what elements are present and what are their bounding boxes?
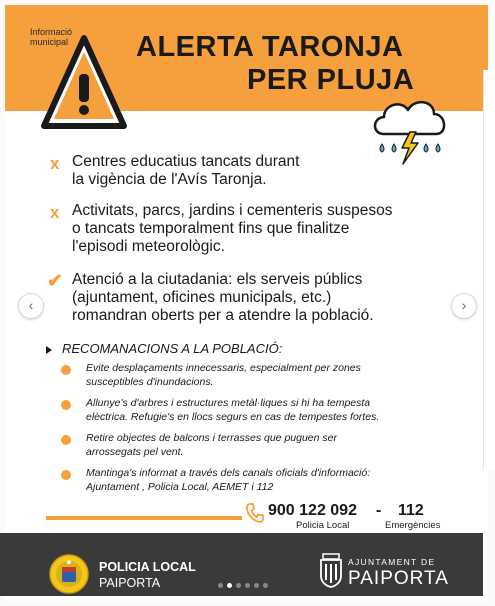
carousel-dot[interactable] bbox=[245, 583, 250, 588]
check-mark-icon: ✔ bbox=[47, 271, 63, 292]
police-phone-number: 900 122 092 bbox=[268, 502, 357, 519]
emergency-phone-number: 112 bbox=[398, 502, 424, 519]
carousel-pagination bbox=[218, 583, 268, 588]
recommendations-title: RECOMANACIONS A LA POBLACIÓ: bbox=[62, 341, 283, 356]
carousel-dot[interactable] bbox=[236, 583, 241, 588]
recommendation-line: Retire objectes de balcons i terrasses que puguen ser bbox=[86, 432, 337, 444]
statement-services-line1: Atenció a la ciutadania: els serveis públics bbox=[72, 271, 363, 288]
ajuntament-label: AJUNTAMENT DE bbox=[348, 557, 436, 567]
statement-activities-line2: o tancats temporalment fins que finalitze bbox=[72, 220, 350, 237]
bullet-dot-icon bbox=[61, 470, 71, 480]
recommendation-line: Ajuntament , Policia Local, AEMET i 112 bbox=[86, 481, 274, 493]
police-badge-icon bbox=[48, 553, 90, 595]
ajuntament-crest-icon bbox=[318, 552, 344, 588]
accent-divider bbox=[46, 516, 242, 520]
recommendation-line: Allunye's d'arbres i estructures metàl·liques si hi ha tempesta bbox=[86, 397, 371, 409]
phone-icon bbox=[246, 503, 264, 523]
warning-icon bbox=[40, 34, 128, 132]
statement-schools-line2: la vigència de l'Avís Taronja. bbox=[72, 171, 267, 188]
recommendation-line: elèctrica. Refugie's en llocs segurs en cas de tempestes fortes. bbox=[86, 411, 380, 423]
carousel-next-button[interactable]: › bbox=[451, 293, 477, 319]
ajuntament-town: PAIPORTA bbox=[348, 568, 449, 589]
carousel-dot-active[interactable] bbox=[227, 583, 232, 588]
carousel-dot[interactable] bbox=[218, 583, 223, 588]
carousel-dot[interactable] bbox=[263, 583, 268, 588]
side-panel-edge bbox=[483, 70, 495, 470]
police-name: POLICIA LOCAL bbox=[99, 560, 196, 574]
bullet-dot-icon bbox=[61, 400, 71, 410]
phone-separator: - bbox=[376, 502, 382, 519]
emergency-phone-label: Emergències bbox=[385, 520, 441, 531]
statement-services-line2: (ajuntament, oficines municipals, etc.) bbox=[72, 289, 332, 306]
police-town: PAIPORTA bbox=[99, 576, 161, 590]
municipal-label: Informació municipal bbox=[30, 27, 73, 47]
storm-cloud-icon bbox=[368, 92, 452, 174]
recommendation-line: arrossegats pel vent. bbox=[86, 446, 184, 458]
bullet-dot-icon bbox=[61, 365, 71, 375]
alert-title-line1: ALERTA TARONJA bbox=[136, 31, 404, 63]
bullet-dot-icon bbox=[61, 435, 71, 445]
statement-activities-line1: Activitats, parcs, jardins i cementeris suspesos bbox=[72, 202, 393, 219]
statement-schools-line1: Centres educatius tancats durant bbox=[72, 153, 300, 170]
carousel-dot[interactable] bbox=[254, 583, 259, 588]
carousel-prev-button[interactable]: ‹ bbox=[18, 293, 44, 319]
statement-services-line3: romandran oberts per a atendre la població. bbox=[72, 307, 374, 324]
alert-title-line2: PER PLUJA bbox=[247, 64, 415, 96]
x-mark-icon: x bbox=[50, 203, 60, 222]
statement-activities-line3: l'episodi meteorològic. bbox=[72, 238, 225, 255]
triangle-bullet-icon bbox=[46, 346, 52, 354]
recommendation-line: susceptibles d'inundacions. bbox=[86, 376, 214, 388]
recommendation-line: Mantinga's informat a través dels canals oficials d'informació: bbox=[86, 467, 371, 479]
police-phone-label: Policia Local bbox=[296, 520, 350, 531]
recommendation-line: Evite desplaçaments innecessaris, especialment per zones bbox=[86, 362, 361, 374]
x-mark-icon: x bbox=[50, 154, 60, 173]
